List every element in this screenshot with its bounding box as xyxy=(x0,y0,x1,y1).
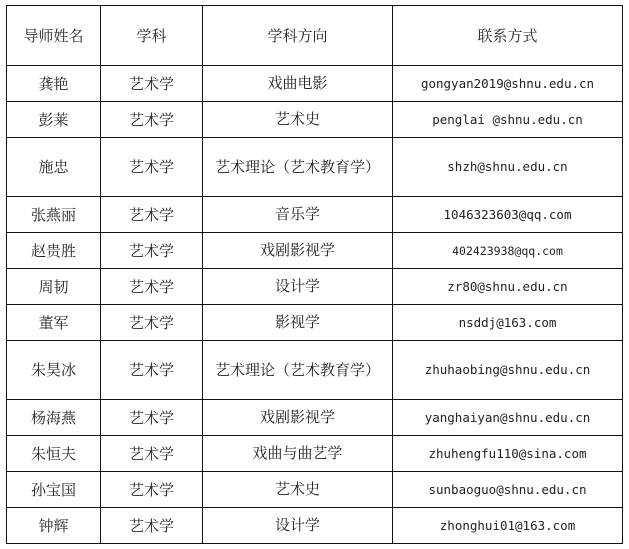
subject: 艺术学 xyxy=(101,341,203,400)
direction: 戏剧影视学 xyxy=(203,400,393,436)
contact-email: 1046323603@qq.com xyxy=(393,197,623,233)
header-advisor-name: 导师姓名 xyxy=(7,6,101,66)
contact-email: 402423938@qq.com xyxy=(393,233,623,269)
direction: 艺术史 xyxy=(203,472,393,508)
contact-email: zhonghui01@163.com xyxy=(393,508,623,544)
direction: 艺术史 xyxy=(203,102,393,138)
subject: 艺术学 xyxy=(101,66,203,102)
table-row xyxy=(7,197,623,233)
advisor-name: 龚艳 xyxy=(7,66,101,102)
subject: 艺术学 xyxy=(101,269,203,305)
direction: 戏剧影视学 xyxy=(203,233,393,269)
subject: 艺术学 xyxy=(101,233,203,269)
advisor-name: 杨海燕 xyxy=(7,400,101,436)
advisor-name: 朱恒夫 xyxy=(7,436,101,472)
subject: 艺术学 xyxy=(101,102,203,138)
table-row xyxy=(7,508,623,544)
advisor-name: 朱昊冰 xyxy=(7,341,101,400)
direction: 设计学 xyxy=(203,269,393,305)
header-direction: 学科方向 xyxy=(203,6,393,66)
advisor-name: 赵贵胜 xyxy=(7,233,101,269)
subject: 艺术学 xyxy=(101,508,203,544)
direction: 戏曲电影 xyxy=(203,66,393,102)
advisor-name: 董军 xyxy=(7,305,101,341)
direction: 艺术理论（艺术教育学） xyxy=(203,341,393,400)
table-row xyxy=(7,436,623,472)
subject: 艺术学 xyxy=(101,472,203,508)
subject: 艺术学 xyxy=(101,138,203,197)
contact-email: shzh@shnu.edu.cn xyxy=(393,138,623,197)
table-row xyxy=(7,341,623,400)
contact-email: yanghaiyan@shnu.edu.cn xyxy=(393,400,623,436)
advisor-table xyxy=(6,5,623,544)
table-row xyxy=(7,66,623,102)
header-subject: 学科 xyxy=(101,6,203,66)
direction: 戏曲与曲艺学 xyxy=(203,436,393,472)
table-row xyxy=(7,269,623,305)
advisor-name: 彭莱 xyxy=(7,102,101,138)
subject: 艺术学 xyxy=(101,436,203,472)
contact-email: zhuhaobing@shnu.edu.cn xyxy=(393,341,623,400)
table-row xyxy=(7,138,623,197)
subject: 艺术学 xyxy=(101,197,203,233)
contact-email: penglai @shnu.edu.cn xyxy=(393,102,623,138)
table-header-row xyxy=(7,6,623,66)
advisor-name: 施忠 xyxy=(7,138,101,197)
advisor-table-container xyxy=(6,5,623,544)
direction: 影视学 xyxy=(203,305,393,341)
subject: 艺术学 xyxy=(101,305,203,341)
table-row xyxy=(7,102,623,138)
contact-email: nsddj@163.com xyxy=(393,305,623,341)
subject: 艺术学 xyxy=(101,400,203,436)
advisor-name: 钟辉 xyxy=(7,508,101,544)
contact-email: gongyan2019@shnu.edu.cn xyxy=(393,66,623,102)
direction: 音乐学 xyxy=(203,197,393,233)
contact-email: zr80@shnu.edu.cn xyxy=(393,269,623,305)
table-row xyxy=(7,472,623,508)
advisor-name: 张燕丽 xyxy=(7,197,101,233)
header-contact: 联系方式 xyxy=(393,6,623,66)
advisor-name: 周韧 xyxy=(7,269,101,305)
contact-email: sunbaoguo@shnu.edu.cn xyxy=(393,472,623,508)
direction: 设计学 xyxy=(203,508,393,544)
direction: 艺术理论（艺术教育学） xyxy=(203,138,393,197)
table-row xyxy=(7,400,623,436)
table-row xyxy=(7,305,623,341)
contact-email: zhuhengfu110@sina.com xyxy=(393,436,623,472)
table-row xyxy=(7,233,623,269)
advisor-name: 孙宝国 xyxy=(7,472,101,508)
